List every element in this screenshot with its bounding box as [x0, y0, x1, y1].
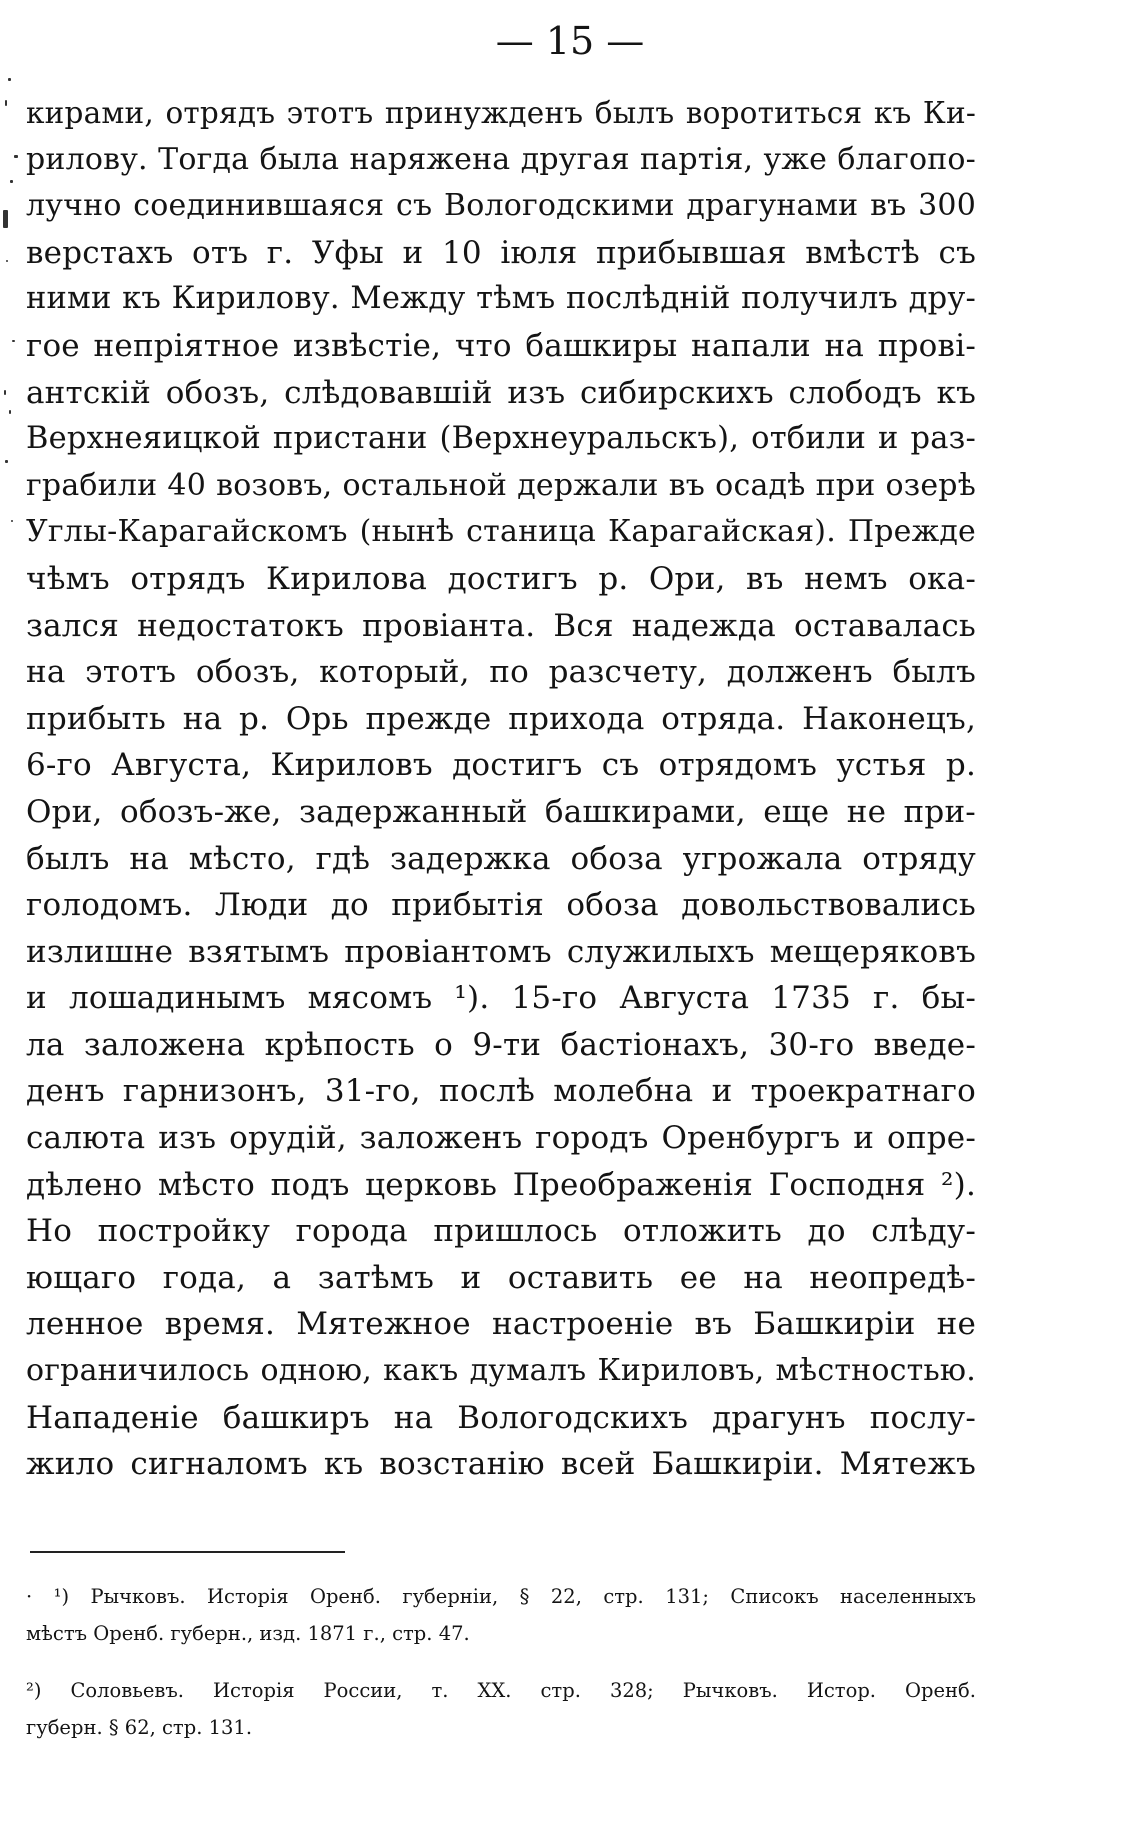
text-line: ними къ Кирилову. Между тѣмъ послѣдній получилъ дру- — [26, 281, 976, 317]
text-line: Углы-Карагайскомъ (нынѣ станица Карагайская). Прежде — [26, 514, 976, 550]
text-line: кирами, отрядъ этотъ принужденъ былъ воротиться къ Ки- — [26, 96, 976, 130]
footnote-separator — [30, 1551, 345, 1553]
text-line: былъ на мѣсто, гдѣ задержка обоза угрожала отряду — [26, 840, 976, 877]
text-line: дѣлено мѣсто подъ церковь Преображенія Господня ²). — [26, 1166, 976, 1203]
footnote-2-continued: губерн. § 62, стр. 131. — [26, 1716, 253, 1739]
text-line: и лошадинымъ мясомъ ¹). 15-го Августа 1735 г. бы- — [26, 980, 976, 1017]
footnote-1: · ¹) Рычковъ. Исторія Оренб. губерніи, § 22, стр. 131; Списокъ населенныхъ — [26, 1585, 976, 1608]
text-line: Ори, обозъ-же, задержанный башкирами, еще не при- — [26, 793, 976, 830]
text-line: гое непріятное извѣстіе, что башкиры напали на провi- — [26, 327, 976, 364]
text-line: грабили 40 возовъ, остальной держали въ осадѣ при озерѣ — [26, 467, 976, 503]
text-line: салюта изъ орудiй, заложенъ городъ Оренбургъ и опре- — [26, 1120, 976, 1157]
margin-print-specks — [0, 60, 28, 620]
text-line: верстахъ отъ г. Уфы и 10 іюля прибывшая вмѣстѣ съ — [26, 234, 976, 271]
text-line: прибыть на р. Орь прежде прихода отряда. Наконецъ, — [26, 700, 976, 737]
page-number: — 15 — — [495, 19, 645, 63]
text-line: излишне взятымъ провiантомъ служилыхъ мещеряковъ — [26, 933, 976, 970]
text-line: 6-го Августа, Кириловъ достигъ съ отрядомъ устья р. — [26, 747, 976, 784]
body-text — [26, 90, 976, 1488]
footnote-1-continued: мѣстъ Оренб. губерн., изд. 1871 г., стр. 47. — [26, 1622, 470, 1645]
footnote-2: ²) Соловьевъ. Исторія России, т. XX. стр. 328; Рычковъ. Истор. Оренб. — [26, 1679, 976, 1702]
text-line: жило сигналомъ къ возстанiю всей Башкирiи. Мятежъ — [26, 1446, 976, 1483]
text-line: ла заложена крѣпость о 9-ти бастiонахъ, 30-го введе- — [26, 1026, 976, 1063]
text-line: на этотъ обозъ, который, по разсчету, долженъ былъ — [26, 654, 976, 691]
text-line: Верхнеяицкой пристани (Верхнеуральскъ), отбили и раз- — [26, 421, 976, 457]
text-line: голодомъ. Люди до прибытія обоза довольствовались — [26, 887, 976, 924]
text-line: лучно соединившаяся съ Вологодскими драгунами въ 300 — [26, 188, 976, 224]
text-line: Нападенiе башкиръ на Вологодскихъ драгунъ послу- — [26, 1399, 976, 1436]
text-line: зался недостатокъ провiанта. Вся надежда оставалась — [26, 607, 976, 644]
footnotes — [26, 1578, 976, 1746]
text-line: ющаго года, а затѣмъ и оставить ее на неопредѣ- — [26, 1259, 976, 1296]
text-line: Но постройку города пришлось отложить до слѣду- — [26, 1213, 976, 1250]
text-line: ограничилось одною, какъ думалъ Кириловъ, мѣстностью. — [26, 1353, 976, 1389]
text-line: денъ гарнизонъ, 31-го, послѣ молебна и троекратнаго — [26, 1073, 976, 1110]
text-line: ленное время. Мятежное настроенiе въ Башкирiи не — [26, 1306, 976, 1343]
text-line: антскiй обозъ, слѣдовавшiй изъ сибирскихъ слободъ къ — [26, 374, 976, 411]
text-line: рилову. Тогда была наряжена другая партія, уже благопо- — [26, 141, 976, 177]
text-line: чѣмъ отрядъ Кирилова достигъ р. Ори, въ немъ ока- — [26, 560, 976, 597]
